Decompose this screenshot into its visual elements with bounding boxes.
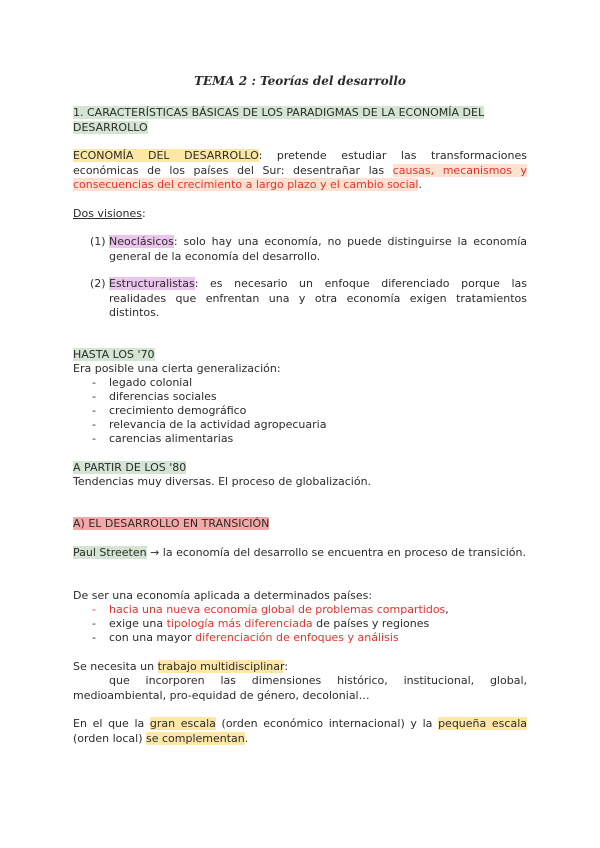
visiones-number-2: (2): [90, 277, 106, 290]
document-page: TEMA 2 : Teorías del desarrollo 1. CARACTERÍSTICAS BÁSICAS DE LOS PARADIGMAS DE LA ECONOMÍA DEL DESARROLLO ECONOMÍA DEL DESARROLLO: pretende estudiar las transformaciones económicas de los países del Sur: desentrañar las causas, mecanismos y consecuencias del crecimiento a largo plazo y el cambio social. Dos visiones: (1) Neoclásicos: solo hay una economía, no puede distinguirse la economía general de la economía del desarrollo. (2) Estructuralistas: es necesario un enfoque diferenciado porque las realidades que enfrentan una y otra economía exigen tratamientos distintos. HASTA LOS '70 Era posible una cierta generalización: - legado colonial - diferencias sociales - crecimiento demográfico - relevancia de la actividad agropecuaria - carencias alimentarias A PARTIR DE LOS '80 Tendencias muy diversas. El proceso de globalización. A) EL DESARROLLO EN TRANSICIÓN Paul Streeten → la economía del desarrollo se encuentra en proceso de transición. De ser una economía aplicada a determinados países: - hacia una nueva economía global de problemas compartidos, - exige una tipología más diferenciada de países y regiones - con una mayor diferenciación de enfoques y análisis Se necesita un trabajo multidisciplinar: que incorporen las dimensiones histórico, institucional, global, medioambiental, pro-equidad de género, decolonial… En el que la gran escala (orden económico internacional) y la pequeña escala (orden local) se complementan.: [0, 0, 600, 848]
apartir80-heading: A PARTIR DE LOS '80: [73, 461, 187, 474]
multidisciplinar-highlight: trabajo multidisciplinar: [157, 660, 285, 673]
needs-line: Se necesita un trabajo multidisciplinar:: [73, 660, 289, 673]
visiones-item-2: Estructuralistas: es necesario un enfoque diferenciado porque las realidades que enfrentan una y otra economía exigen tratamientos distintos.: [109, 277, 527, 319]
hasta70-heading: HASTA LOS '70: [73, 348, 155, 361]
section-heading: 1. CARACTERÍSTICAS BÁSICAS DE LOS PARADIGMAS DE LA ECONOMÍA DEL DESARROLLO: [73, 106, 485, 134]
visiones-number-1: (1): [90, 235, 106, 248]
hasta70-intro: Era posible una cierta generalización:: [73, 362, 281, 375]
streeten-paragraph: Paul Streeten → la economía del desarrollo se encuentra en proceso de transición.: [73, 546, 526, 559]
neoclasicos-term: Neoclásicos: [109, 235, 174, 248]
definition-paragraph: ECONOMÍA DEL DESARROLLO: pretende estudiar las transformaciones económicas de los países del Sur: desentrañar las causas, mecanismos y consecuencias del crecimiento a largo plazo y el cambio social.: [73, 149, 528, 191]
definition-highlight: causas, mecanismos y consecuencias del crecimiento a largo plazo y el cambio social: [73, 163, 527, 191]
apartir80-text: Tendencias muy diversas. El proceso de globalización.: [73, 475, 372, 488]
visiones-label: Dos visiones:: [73, 207, 146, 220]
author-name: Paul Streeten: [73, 546, 147, 559]
sectionA-heading: A) EL DESARROLLO EN TRANSICIÓN: [73, 517, 270, 530]
page-title: TEMA 2 : Teorías del desarrollo: [194, 74, 406, 88]
final-paragraph: En el que la gran escala (orden económico internacional) y la pequeña escala (orden local) se complementan.: [73, 717, 527, 745]
visiones-item-1: Neoclásicos: solo hay una economía, no puede distinguirse la economía general de la economía del desarrollo.: [109, 235, 527, 263]
estructuralistas-term: Estructuralistas: [109, 277, 195, 290]
definition-term: ECONOMÍA DEL DESARROLLO: [73, 149, 259, 162]
sectionA-intro: De ser una economía aplicada a determinados países:: [73, 589, 373, 602]
needs-detail: que incorporen las dimensiones histórico, institucional, global, medioambiental, pro-equidad de género, decolonial…: [73, 674, 527, 702]
